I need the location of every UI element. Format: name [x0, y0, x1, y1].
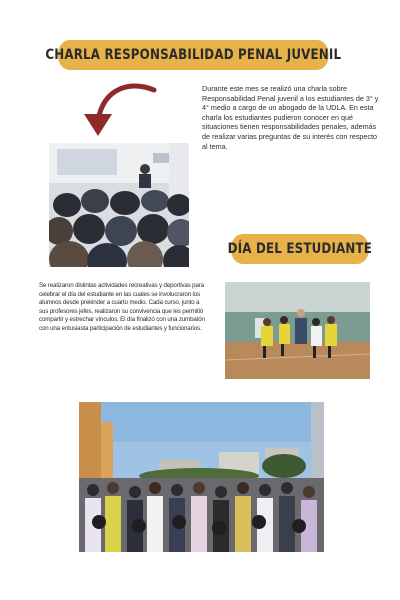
section2-title: DÍA DEL ESTUDIANTE: [231, 234, 369, 264]
zumbaton-photo: [79, 402, 324, 552]
section2-body: Se realizaron distintas actividades recreativas y deportivas para celebrar el día del estudiante en las cuales se involucraron los alumnos desde prekinder a cuarto medio. Cada curso, junto a sus profesores jefes, realizaron su convivencia que les permitió compartir y estrechar vínculos. El día finalizó con una zumbatón con una entusiasta participación de estudiantes y funcionarios.: [39, 282, 205, 332]
gym-students-photo: [225, 282, 370, 379]
section1-title: CHARLA RESPONSABILIDAD PENAL JUVENIL: [58, 40, 329, 70]
section1-body: Durante este mes se realizó una charla sobre Responsabilidad Penal juvenil a los estudiantes de 3° y 4° medio a cargo de un abogado de la UDLA. En esta charla los estudiantes pudieron conocer en qué situaciones tienen responsabilidades penales, además de realizar varias preguntas de su interés con respecto al tema.: [202, 84, 379, 151]
curved-arrow-icon: [80, 80, 160, 140]
talk-audience-photo: [49, 143, 189, 267]
